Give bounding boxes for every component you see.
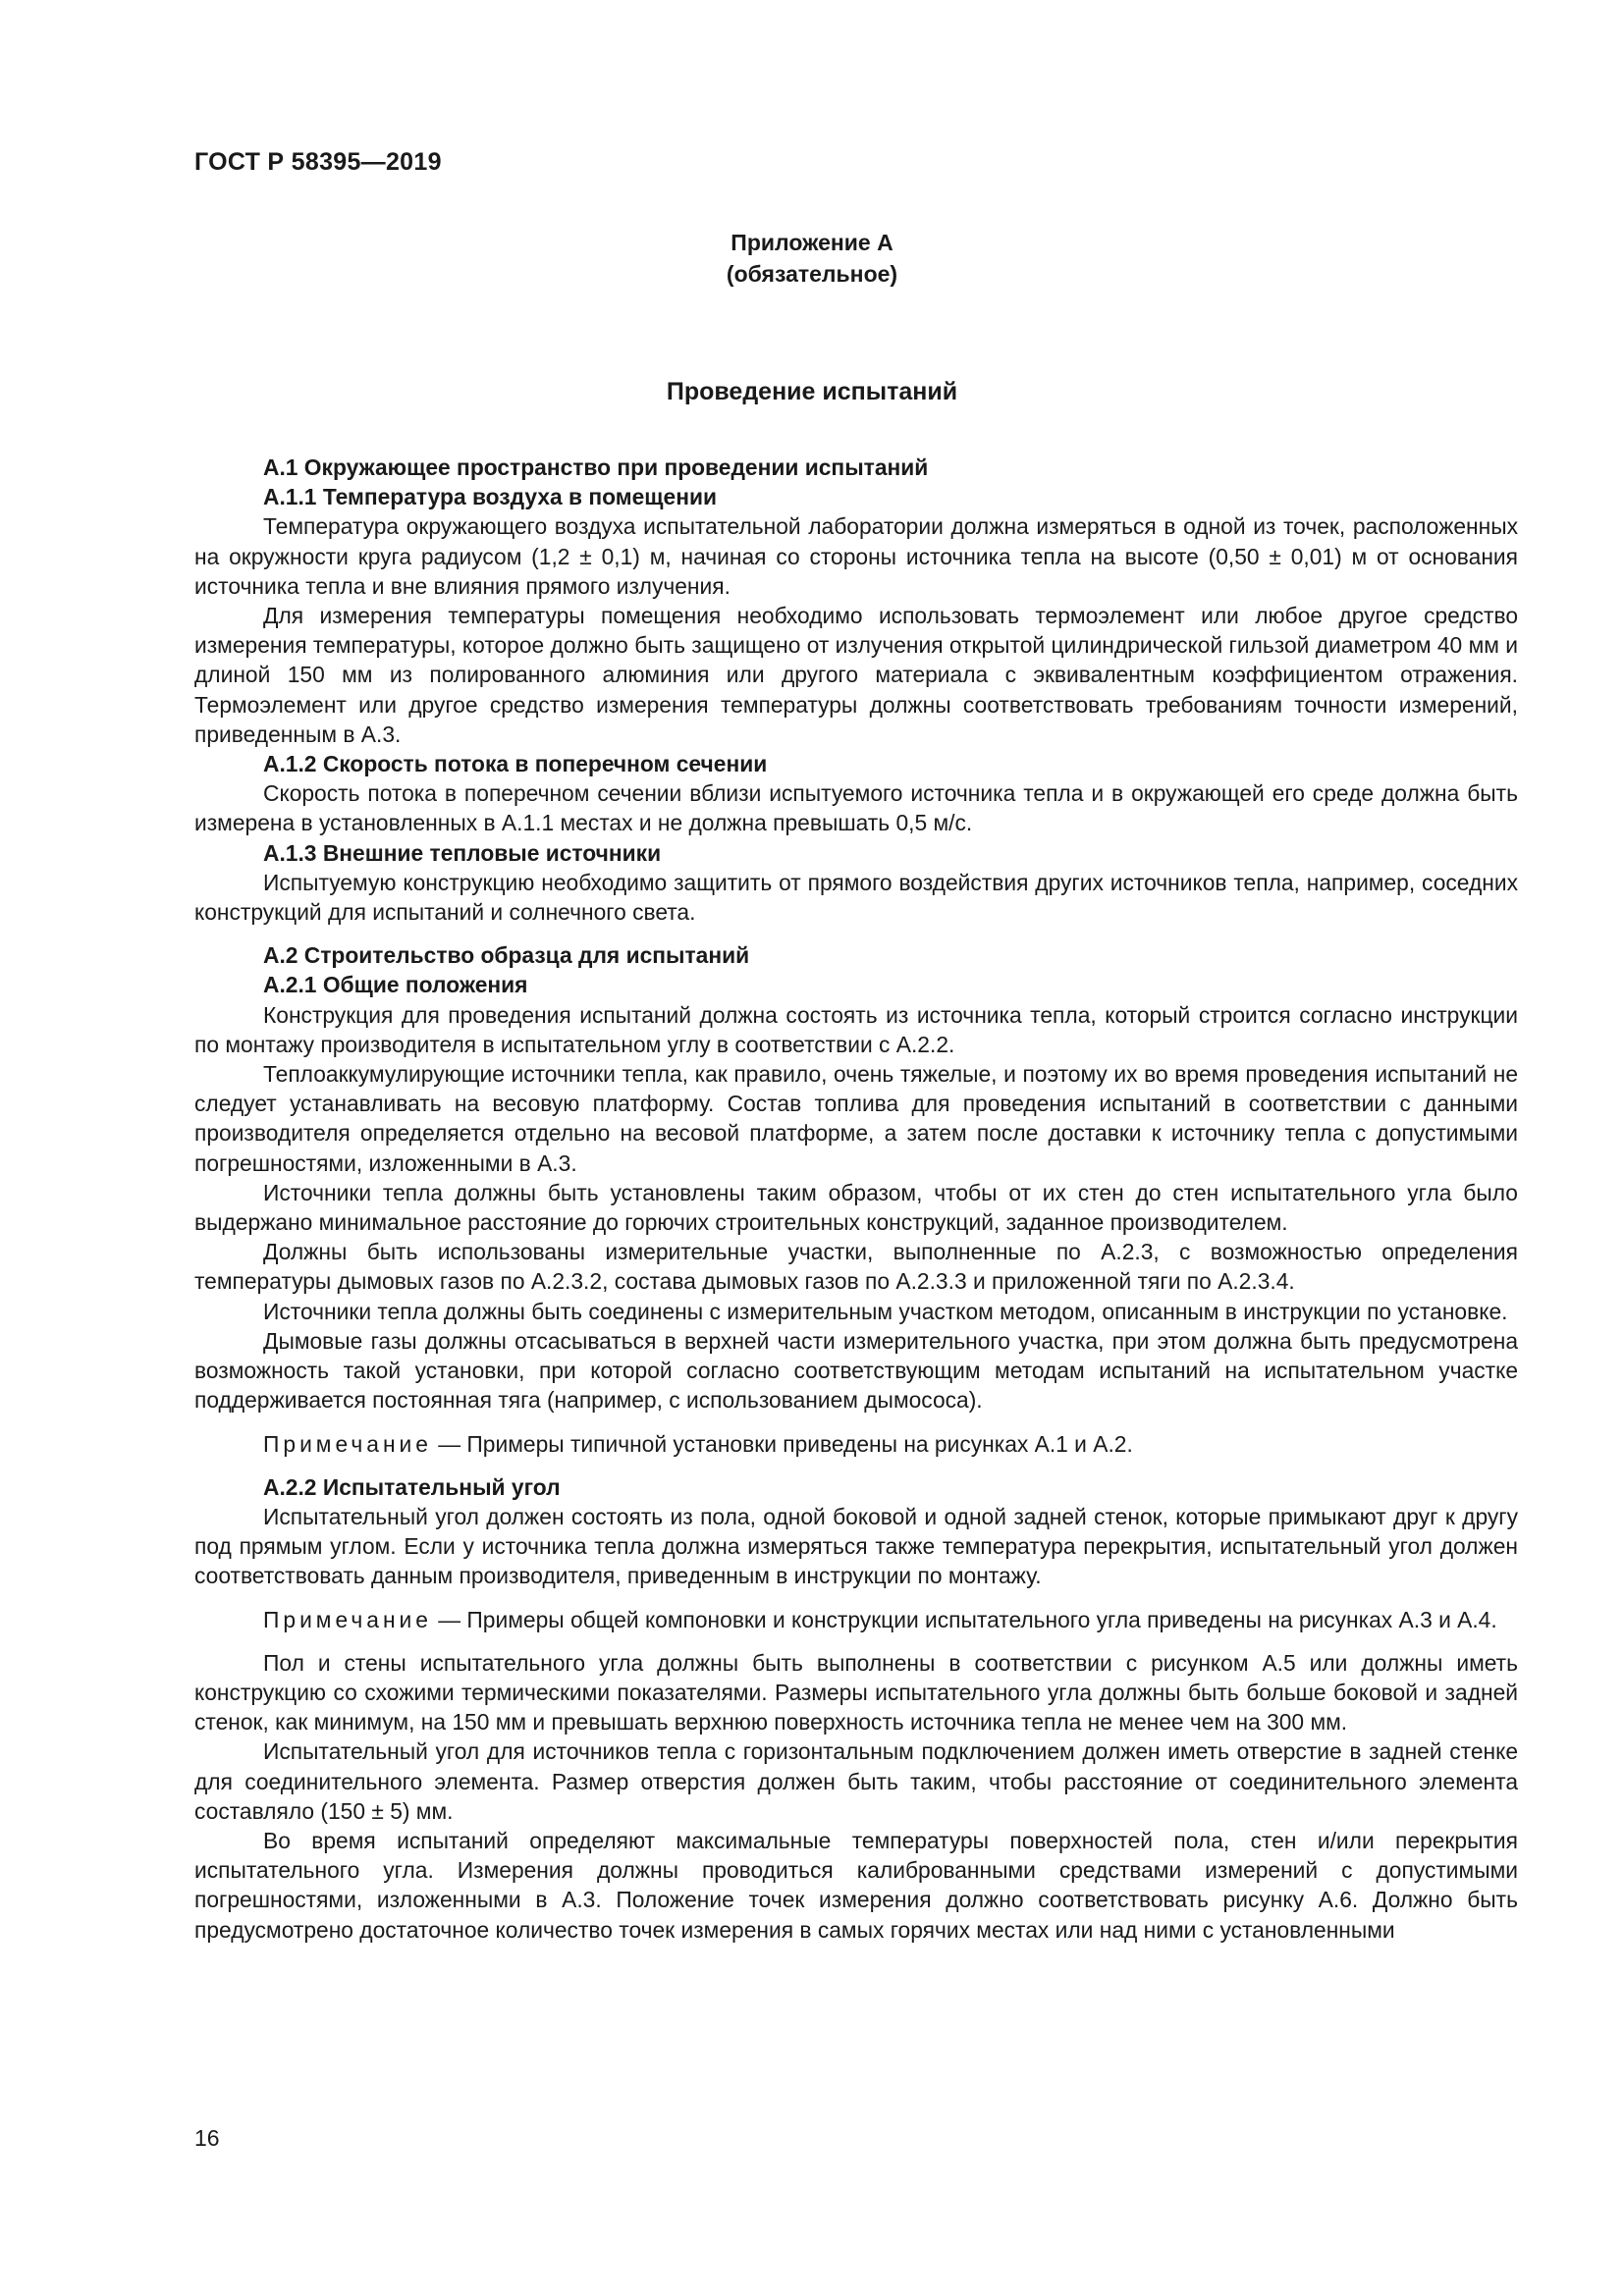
note-text: — Примеры общей компоновки и конструкции испытательного угла приведены на рисунках А.3 и А.4. [431,1606,1497,1632]
heading-a22: А.2.2 Испытательный угол [263,1473,561,1500]
section-title: Проведение испытаний [666,378,958,405]
paragraph: Температура окружающего воздуха испытательной лаборатории должна измеряться в одной из точек, расположенных на окружности круга радиусом (1,2 ± 0,1) м, начиная со стороны источника тепла на высоте (0,50 ± 0,01) м от основания источника тепла и вне влияния прямого излучения. [194,513,1518,599]
paragraph: Во время испытаний определяют максимальные температуры поверхностей пола, стен и/или перекрытия испытательного угла. Измерения должны проводиться калиброванными средствами измерений с допустимыми погрешностями, изложенными в А.3. Положение точек измерения должно соответствовать рисунку А.6. Должно быть предусмотрено достаточное количество точек измерения в самых горячих местах или над ними с установленными [194,1827,1518,1943]
heading-a11: А.1.1 Температура воздуха в помещении [263,484,718,510]
paragraph: Конструкция для проведения испытаний должна состоять из источника тепла, который строится согласно инструкции по монтажу производителя в испытательном углу в соответствии с А.2.2. [194,1001,1518,1057]
paragraph: Теплоаккумулирующие источники тепла, как правило, очень тяжелые, и поэтому их во время проведения испытаний не следует устанавливать на весовую платформу. Состав топлива для проведения испытаний в соответствии с данными производителя определяется отдельно на весовой платформе, а затем после доставки к источнику тепла с допустимыми погрешностями, изложенными в А.3. [194,1061,1518,1176]
paragraph: Пол и стены испытательного угла должны быть выполнены в соответствии с рисунком А.5 или должны иметь конструкцию со схожими термическими показателями. Размеры испытательного угла должны быть больше боковой и задней стенок, как минимум, на 150 мм и превышать верхнюю поверхность источника тепла не менее чем на 300 мм. [194,1649,1518,1735]
paragraph: Испытательный угол должен состоять из пола, одной боковой и одной задней стенок, которые примыкают друг к другу под прямым углом. Если у источника тепла должна измеряться также температура перекрытия, испытательный угол должен соответствовать данным производителя, приведенным в инструкции по монтажу. [194,1503,1518,1589]
heading-a21: А.2.1 Общие положения [263,972,528,998]
annex-status: (обязательное) [726,261,898,287]
annex-title: Приложение А [731,230,893,255]
annex-title-block [0,227,1624,290]
document-header: ГОСТ Р 58395—2019 [194,148,442,176]
paragraph: Источники тепла должны быть установлены таким образом, чтобы от их стен до стен испытательного угла было выдержано минимальное расстояние до горючих строительных конструкций, заданное производителем. [194,1179,1518,1236]
heading-a13: А.1.3 Внешние тепловые источники [263,839,662,866]
paragraph: Скорость потока в поперечном сечении вблизи испытуемого источника тепла и в окружающей его среде должна быть измерена в установленных в А.1.1 местах и не должна превышать 0,5 м/с. [194,780,1518,836]
paragraph: Должны быть использованы измерительные участки, выполненные по А.2.3, с возможностью определения температуры дымовых газов по А.2.3.2, состава дымовых газов по А.2.3.3 и приложенной тяги по А.2.3.4. [194,1239,1518,1295]
note-1 [194,1429,1518,1459]
document-body [194,453,1518,1945]
note-label: Примечание [263,1430,432,1457]
heading-a1: А.1 Окружающее пространство при проведении испытаний [263,454,929,480]
paragraph: Испытательный угол для источников тепла с горизонтальным подключением должен иметь отверстие в задней стенке для соединительного элемента. Размер отверстия должен быть таким, чтобы расстояние от соединительного элемента составляло (150 ± 5) мм. [194,1738,1518,1824]
paragraph: Испытуемую конструкцию необходимо защитить от прямого воздействия других источников тепла, например, соседних конструкций для испытаний и солнечного света. [194,869,1518,926]
heading-a2: А.2 Строительство образца для испытаний [263,942,750,969]
paragraph: Дымовые газы должны отсасываться в верхней части измерительного участка, при этом должна быть предусмотрена возможность такой установки, при которой согласно соответствующим методам испытаний на испытательном участке поддерживается постоянная тяга (например, с использованием дымососа). [194,1327,1518,1414]
heading-a12: А.1.2 Скорость потока в поперечном сечении [263,751,768,777]
paragraph: Для измерения температуры помещения необходимо использовать термоэлемент или любое другое средство измерения температуры, которое должно быть защищено от излучения открытой цилиндрической гильзой диаметром 40 мм и длиной 150 мм из полированного алюминия или другого материала с эквивалентным коэффициентом отражения. Термоэлемент или другое средство измерения температуры должны соответствовать требованиям точности измерений, приведенным в А.3. [194,603,1518,747]
note-text: — Примеры типичной установки приведены на рисунках А.1 и А.2. [431,1430,1133,1457]
note-2 [194,1605,1518,1634]
paragraph: Источники тепла должны быть соединены с измерительным участком методом, описанным в инструкции по установке. [263,1298,1508,1324]
note-label: Примечание [263,1606,432,1632]
page-number: 16 [194,2125,220,2151]
